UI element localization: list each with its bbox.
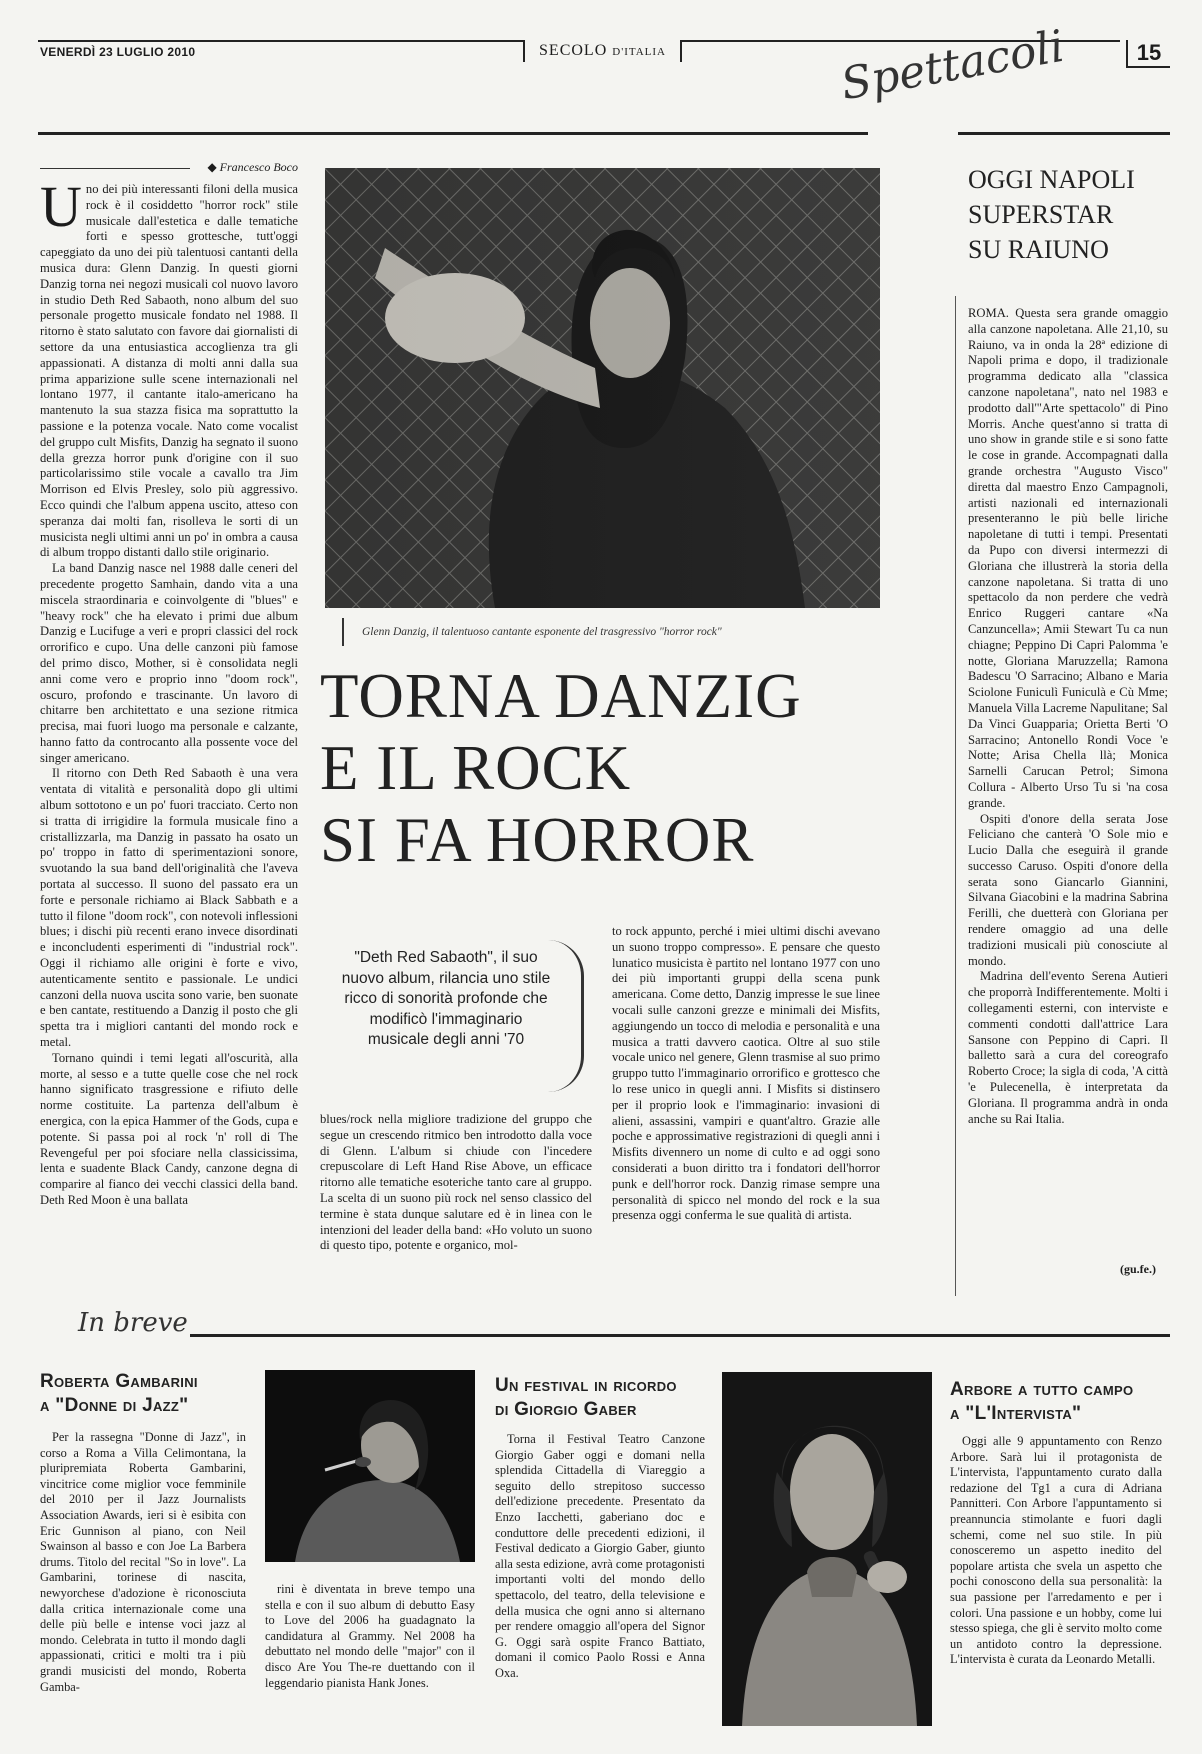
breve-item-3-paragraph: Oggi alle 9 appuntamento con Renzo Arbore. Sarà lui il protagonista de L'intervista, l'appuntamento curato dalla redazione del Tg1 a cura di Adriana Pannitteri. Con Arbore l'appuntamento si preannuncia stimolante e fuori dagli schemi, come nel suo stile. In più conosceremo un aspetto inedito del popolare artista che svela un aspetto che pochi conoscono della sua personalità: la sua passione per l'arredamento e per i colori. Una passione e un hobby, come lui stesso spiega, che gli è servito molto come un antidoto contro la depressione. L'intervista è curata da Leonardo Metalli. <box>950 1434 1162 1667</box>
article-paragraph-6: to rock appunto, perché i miei ultimi dischi avevano un suono troppo compresso». E pensare che questo lunatico musicista è partito nel lontano 1977 con uno dei più importanti gruppi della scena punk americana. Come detto, Danzig impresse le sue linee vocali sulle canzoni grezze e minimali dei Misfits, aggiungendo un tocco di melodia e personalità e una musica a tratti davvero caotica. Oltre al suo stile vocale unico nel genere, Glenn trasmise al suo primo gruppo tutto l'immaginario orrorifico e grottesco che lo rese unico in quegli anni. I Misfits si distinsero per il proprio look e l'immaginario: invasioni di alieni, assassini, vampiri e quant'altro. Grazie alle poche e approssimative registrazioni di quegli anni i Misfits divennero un nome di culto e ad oggi sono considerati a buon diritto tra i fondatori dell'horror punk e dell'horror rock. Danzig rimase sempre una personalità di spicco nel mondo del rock e la sua presenza oggi conferma le sue qualità di artista. <box>612 924 880 1223</box>
sidebar-author: (gu.fe.) <box>1120 1262 1156 1276</box>
pullquote-bracket <box>548 940 584 1092</box>
header-rule-right <box>958 132 1170 135</box>
sidebar-headline <box>968 162 1168 267</box>
breve-item-2-paragraph: Torna il Festival Teatro Canzone Giorgio Gaber oggi e domani nella splendida Cittadella di Viareggio a seguito dello strepitoso successo dell'edizione precedente. Presentato da Enzo Iacchetti, gaberiano doc e conduttore delle precedenti edizioni, il Festival dedicato a Giorgio Gaber, giunto alla sesta edizione, avrà come protagonisti importanti volti del mondo dello spettacolo, del teatro, della televisione e della musica che ogni anno si alternano per rendere omaggio all'opera del Signor G. Oggi sarà ospite Franco Battiato, domani il comico Paolo Rossi e Anna Oxa. <box>495 1432 705 1680</box>
sidebar-headline-2: SUPERSTAR <box>968 200 1114 229</box>
masthead-date: VENERDÌ 23 LUGLIO 2010 <box>40 45 196 59</box>
article-paragraph-3: Il ritorno con Deth Red Sabaoth è una vera ventata di vitalità e personalità dopo gli ultimi album sottotono e un po' fuori tracciato. Certo non si tratta di irrigidire la formula musicale fino a cristallizzarla, ma Danzig in passato ha osato un po' troppo in fatto di sperimentazioni sonore, svuotando la sua band dell'originalità che l'aveva portata al successo. Il suono del passato era un forte e personale richiamo ai Black Sabbath e a tutto il filone "doom rock", con notevoli inflessioni blues; i dischi più recenti erano invece disordinati e inconcludenti esperimenti di "industrial rock". Oggi il richiamo alle origini è forte e vivo, autenticamente sentito e passionale. Le undici canzoni della nuova uscita sono varie, ben suonate e ben cantate, restituendo a Danzig il posto che gli spetta tra i migliori cantanti del mondo rock e metal. <box>40 766 298 1050</box>
roberta-gambarini-photo <box>265 1370 475 1562</box>
article-paragraph-5: blues/rock nella migliore tradizione del gruppo che segue un crescendo ritmico ben introdotto dalla voce di Glenn. L'album si chiude con l'incedere crepuscolare di Left Hand Rise Above, un efficace ritorno alle tematiche esoteriche tanto care al gruppo. La scelta di un suono più rock nel senso classico del termine è stata dunque salutare ed è in linea con le intenzioni del leader della band: «Ho voluto un suono di questo tipo, potente e organico, mol- <box>320 1112 592 1253</box>
arbore-photo-illustration <box>722 1372 932 1726</box>
breve-item-2-title <box>495 1374 725 1422</box>
glenn-danzig-photo <box>325 168 880 608</box>
breve-item-2-text <box>495 1432 705 1726</box>
sidebar-paragraph-1: ROMA. Questa sera grande omaggio alla canzone napoletana. Alle 21,10, su Raiuno, va in onda la 28ª edizione di Napoli prima e dopo, il tradizionale programma dedicato alla "classica canzone napoletana", nato nel 1983 e prodotto dall'"Arte spettacolo" di Pino Morris. Anche quest'anno si tratta di uno show in grande stile e si sono fatte le cose in grande. Accompagnati dalla grande orchestra "Augusto Visco" diretta dal maestro Enzo Campagnoli, artisti nazionali ed internazionali presenteranno le più belle liriche napoletane di tutti i tempi. Presentati da Pupo con diversi intermezzi di Gloriana che illustrerà la storia della canzone napoletana. Si tratta di uno spettacolo da non perdere che vedrà Enrico Ruggeri cantare «Na Canzuncella»; Amii Stewart Tu ca nun chiagne; Peppino Di Capri Palomma 'e notte, Gloriana Maruzzella; Ramona Badescu 'O Sarracino; Albano e Maria Sciolone Funiculì Funiculà e Cù Mme; Manuela Villa Lacreme Napulitane; Sal Da Vinci Guapparia; Orietta Berti 'O Sarracino; Antonello Rondi Voce 'e Notte; Arisa Chella llà; Monica Sarnelli Carucan Petrol; Simona Collura - Alberto Urso Tu si 'na cosa grande. <box>968 306 1168 810</box>
drop-cap: U <box>40 182 82 239</box>
headline-line-3: SI FA HORROR <box>320 805 755 875</box>
breve-item-1-title <box>40 1370 260 1418</box>
breve-item-3-text <box>950 1434 1162 1726</box>
article-paragraph-4: Tornano quindi i temi legati all'oscurità, alla morte, al sesso e a tutte quelle cose che nel rock hanno significato trasgressione e rifiuto delle norme costituite. La partenza dell'album è energica, con la epica Hammer of the Gods, cupa e potente. Si passa poi al rock 'n' roll di The Revengeful per poi sfociare nella classicissima, lenta e suadente Black Candy, canzone degna di comparire al fianco dei vecchi classici della band. Deth Red Moon è una ballata <box>40 1050 298 1207</box>
article-column-2 <box>320 1112 592 1280</box>
sidebar-column <box>968 306 1168 1258</box>
photo-caption: Glenn Danzig, il talentuoso cantante esponente del trasgressivo "horror rock" <box>342 618 862 646</box>
article-column-1 <box>40 182 298 1278</box>
sidebar-paragraph-3: Madrina dell'evento Serena Autieri che proporrà Indifferentemente. Molti i collegamenti esterni, con interviste e commenti condotti dall'attrice Lara Sansone con Peppino di Capri. Il balletto sarà a cura del coreografo Roberto Croce; la sigla di coda, 'A città 'e Pulecenella, è interpretata da Gloriana. Il programma andrà in onda anche su Rai Italia. <box>968 969 1168 1126</box>
article-byline: ◆ Francesco Boco <box>40 160 298 175</box>
article-pullquote: "Deth Red Sabaoth", il suo nuovo album, rilancia uno stile ricco di sonorità profonde che modificò l'immaginario musicale degli anni '70 <box>341 949 551 1048</box>
article-p1-text: no dei più interessanti filoni della musica rock è il cosiddetto "horror rock" stile musicale dall'estetica e dalle tematiche forti e spesso grottesche, tutt'oggi capeggiato da uno dei più talentuosi cantanti della musica dura: Glenn Danzig. In questi giorni Danzig torna nei negozi musicali col nuovo lavoro in studio Deth Red Sabaoth, nono album del suo personale progetto musicale fondato nel 1988. Il ritorno è stato salutato con favore dai giornalisti di settore da una entusiastica accoglienza tra gli appassionati. A distanza di molti anni dalla sua prima apparizione sulle scene internazionali nel lontano 1977, il cantante italo-americano ha mantenuto la sua stazza fisica ma soprattutto la passione e la potenza vocale. Nato come vocalist del gruppo cult Misfits, Danzig ha segnato il suono della grezza horror punk d'origine con il suo particolarissimo stile vocale a cavallo tra Jim Morrison ed Elvis Presley, solo più aggressivo. Ecco quindi che l'album appena uscito, atteso con speranza dai molti fan, risolleva le sorti di un musicista negli ultimi anni un po' in ombra a causa di album troppo distanti dallo stile originario. <box>40 182 298 560</box>
in-breve-label: In breve <box>78 1308 188 1338</box>
breve-item-3-title-2: a "L'Intervista" <box>950 1403 1082 1424</box>
breve-item-1-title-1: Roberta Gambarini <box>40 1371 198 1392</box>
page-number: 15 <box>1126 40 1170 68</box>
article-headline <box>320 660 880 876</box>
article-paragraph-1 <box>40 182 298 561</box>
article-paragraph-2: La band Danzig nasce nel 1988 dalle ceneri del precedente progetto Samhain, dando vita a una miscela straordinaria e coinvolgente di "blues" e "heavy rock" che ha elevato i primi due album Danzig e Lucifuge a veri e propri classici del rock orrorifico e cupo. Una delle canzoni più famose del primo disco, Mother, si è consolidata negli anni come vero e proprio inno "doom rock", oscuro, profondo e trascinante. Un lavoro di chitarre ben architettato e una sezione ritmica precisa, mai fuori luogo ma personale e calzante, hanno fatto da controcanto alla possente voce del singer americano. <box>40 561 298 765</box>
breve-item-3-title <box>950 1378 1170 1426</box>
renzo-arbore-photo <box>722 1372 932 1726</box>
masthead-rule-mid2 <box>680 40 682 62</box>
sidebar-headline-3: SU RAIUNO <box>968 235 1109 264</box>
breve-item-2-title-2: di Giorgio Gaber <box>495 1399 637 1420</box>
gambarini-photo-illustration <box>265 1370 475 1562</box>
header-rule <box>38 132 868 135</box>
breve-item-1-title-2: a "Donne di Jazz" <box>40 1395 189 1416</box>
breve-item-3-title-1: Arbore a tutto campo <box>950 1379 1134 1400</box>
masthead-rule-left <box>38 40 523 42</box>
sidebar-headline-1: OGGI NAPOLI <box>968 165 1135 194</box>
masthead-paper-name <box>525 42 680 60</box>
paper-name-main: SECOLO <box>539 42 608 59</box>
breve-item-1-text-b <box>265 1582 475 1726</box>
breve-item-1-paragraph-a: Per la rassegna "Donne di Jazz", in corso a Roma a Villa Celimontana, la pluripremiata Roberta Gambarini, vincitrice come miglior voce femminile del 2010 per il Jazz Journalists Association Awards, ieri si è esibita con Eric Gunnison al piano, con Neil Swainson al basso e con Joe La Barbera drums. Titolo del recital "So in love". La Gambarini, torinese di nascita, newyorchese d'adozione è riconosciuta dalla critica internazionale come una delle più belle e intense voci jazz al mondo. Celebrata in tutto il mondo dagli appassionati, critici e molti tra i più grandi musicisti del mondo, Roberta Gamba- <box>40 1430 246 1694</box>
photo-illustration <box>325 168 880 608</box>
paper-name-small: D'ITALIA <box>612 46 666 58</box>
breve-item-1-text-a <box>40 1430 246 1726</box>
section-title: Spettacoli <box>837 20 1068 111</box>
breve-item-2-title-1: Un festival in ricordo <box>495 1375 677 1396</box>
sidebar-divider <box>955 296 956 1296</box>
article-column-3 <box>612 924 880 1278</box>
headline-line-1: TORNA DANZIG <box>320 661 802 731</box>
in-breve-rule <box>190 1334 1170 1337</box>
headline-line-2: E IL ROCK <box>320 733 632 803</box>
breve-item-1-paragraph-b: rini è diventata in breve tempo una stella e con il suo album di debutto Easy to Love del 2006 ha guadagnato la candidatura al Grammy. Nel 2008 ha debuttato nel mondo delle "major" con il disco Are You The-re duettando con il leggendario pianista Hank Jones. <box>265 1582 475 1690</box>
sidebar-paragraph-2: Ospiti d'onore della serata Jose Feliciano che canterà 'O Sole mio e Lucio Dalla che eseguirà il grande successo Caruso. Ospiti d'onore della serata sono Giancarlo Giannini, Silvana Giacobini e la madrina Sabrina Ferilli, che duetterà con Gloriana per rendere omaggio ad una delle tradizioni musicali più conosciute al mondo. <box>968 811 1168 968</box>
